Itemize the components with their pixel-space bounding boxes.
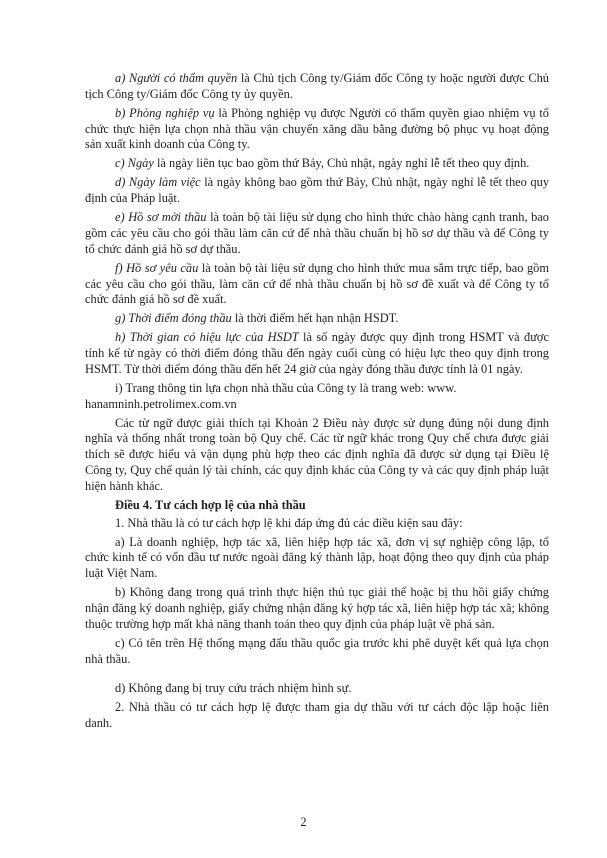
- website-url: hanamninh.petrolimex.com.vn: [85, 396, 237, 411]
- term-definition: là Phòng nghiệp vụ được Người có thẩm quyền giao nhiệm vụ tổ chức thực hiện lựa chọn nhà thầu vận chuyển xăng dầu bằng đường bộ phục vụ hoạt động sản xuất kinh doanh của Công ty.: [85, 105, 549, 152]
- term-definition: là ngày không bao gồm thứ Bảy, Chủ nhật, ngày nghỉ lễ tết theo quy định của Pháp luật.: [85, 175, 550, 206]
- definition-h: [85, 330, 549, 377]
- term: h) Thời gian có hiệu lực của HSDT: [115, 330, 299, 345]
- article-4-item: d) Không đang bị truy cứu trách nhiệm hình sự.: [115, 681, 352, 696]
- term-definition: là Chủ tịch Công ty/Giám đốc Công ty hoặc người được Chủ tịch Công ty/Giám đốc Công ty ủy quyền.: [85, 71, 550, 101]
- term-definition: là thời điểm hết hạn nhận HSDT.: [231, 311, 399, 326]
- article-4-item: 2. Nhà thầu có tư cách hợp lệ được tham gia dự thầu với tư cách độc lập hoặc liên danh.: [85, 700, 549, 731]
- definition-d: [85, 175, 549, 207]
- term: c) Ngày: [115, 156, 154, 171]
- term: e) Hồ sơ mời thầu: [115, 210, 207, 225]
- term-definition: là toàn bộ tài liệu sử dụng cho hình thức chào hàng cạnh tranh, bao gồm các yêu cầu cho gói thầu làm căn cứ để nhà thầu chuẩn bị hồ sơ dự thầu và để Công ty tổ chức đánh giá hồ sơ dự thầu.: [85, 210, 549, 256]
- term: b) Phòng nghiệp vụ: [115, 105, 215, 120]
- definition-c: [85, 156, 549, 172]
- article-4-title: Điều 4. Tư cách hợp lệ của nhà thầu: [115, 497, 306, 512]
- term-definition: là số ngày được quy định trong HSMT và được tính kể từ ngày có thời điểm đóng thầu đến ngày cuối cùng có hiệu lực theo quy định trong HSMT. Từ thời điểm đóng thầu đến hết 24 giờ của ngày đóng thầu được tính là 01 ngày.: [85, 330, 549, 376]
- article-4-item: c) Có tên trên Hệ thống mạng đấu thầu quốc gia trước khi phê duyệt kết quả lựa chọn nhà thầu.: [85, 635, 549, 666]
- term: g) Thời điểm đóng thầu: [115, 311, 232, 326]
- definition-b: [85, 106, 549, 153]
- definition-i: [85, 381, 549, 397]
- term-definition: là toàn bộ tài liệu sử dụng cho hình thức mua sắm trực tiếp, bao gồm các yêu cầu cho gói thầu, làm căn cứ để nhà thầu chuẩn bị hồ sơ đề xuất và để Công ty tổ chức đánh giá hồ sơ đề xuất.: [85, 260, 549, 307]
- term: d) Ngày làm việc: [115, 175, 201, 190]
- term: f) Hồ sơ yêu cầu: [115, 260, 199, 275]
- page-number: 2: [300, 815, 307, 829]
- definition-e: [85, 210, 549, 257]
- definition-f: [85, 261, 549, 308]
- term-definition: là ngày liên tục bao gồm thứ Bảy, Chủ nhật, ngày nghỉ lễ tết theo quy định.: [153, 156, 530, 171]
- article-4-item: a) Là doanh nghiệp, hợp tác xã, liên hiệp hợp tác xã, đơn vị sự nghiệp công lập, tổ chức kinh tế có vốn đầu tư nước ngoài đăng ký thành lập, hoạt động theo quy định của pháp luật Việt Nam.: [85, 534, 549, 581]
- definition-a: [85, 71, 549, 103]
- article-4-item: b) Không đang trong quá trình thực hiện thủ tục giải thể hoặc bị thu hồi giấy chứng nhận đăng ký doanh nghiệp, giấy chứng nhận đăng ký hợp tác xã, liên hiệp hợp tác xã; không thuộc trường hợp mất khả năng thanh toán theo quy định của pháp luật về phá sản.: [85, 585, 549, 631]
- terms-note: Các từ ngữ được giải thích tại Khoản 2 Điều này được sử dụng đúng nội dung định nghĩa và thống nhất trong toàn bộ Quy chế. Các từ ngữ khác trong Quy chế chưa được giải thích sẽ được hiểu và vận dụng phù hợp theo các định nghĩa đã được sử dụng tại Điều lệ Công ty, Quy chế quản lý tài chính, các quy định khác của Công ty và các quy định pháp luật hiện hành khác.: [85, 415, 549, 493]
- website-text: i) Trang thông tin lựa chọn nhà thầu của Công ty là trang web: www.: [115, 380, 457, 395]
- term: a) Người có thẩm quyền: [115, 71, 238, 85]
- definition-g: [85, 311, 549, 327]
- article-4-item: 1. Nhà thầu là có tư cách hợp lệ khi đáp ứng đủ các điều kiện sau đây:: [115, 515, 463, 530]
